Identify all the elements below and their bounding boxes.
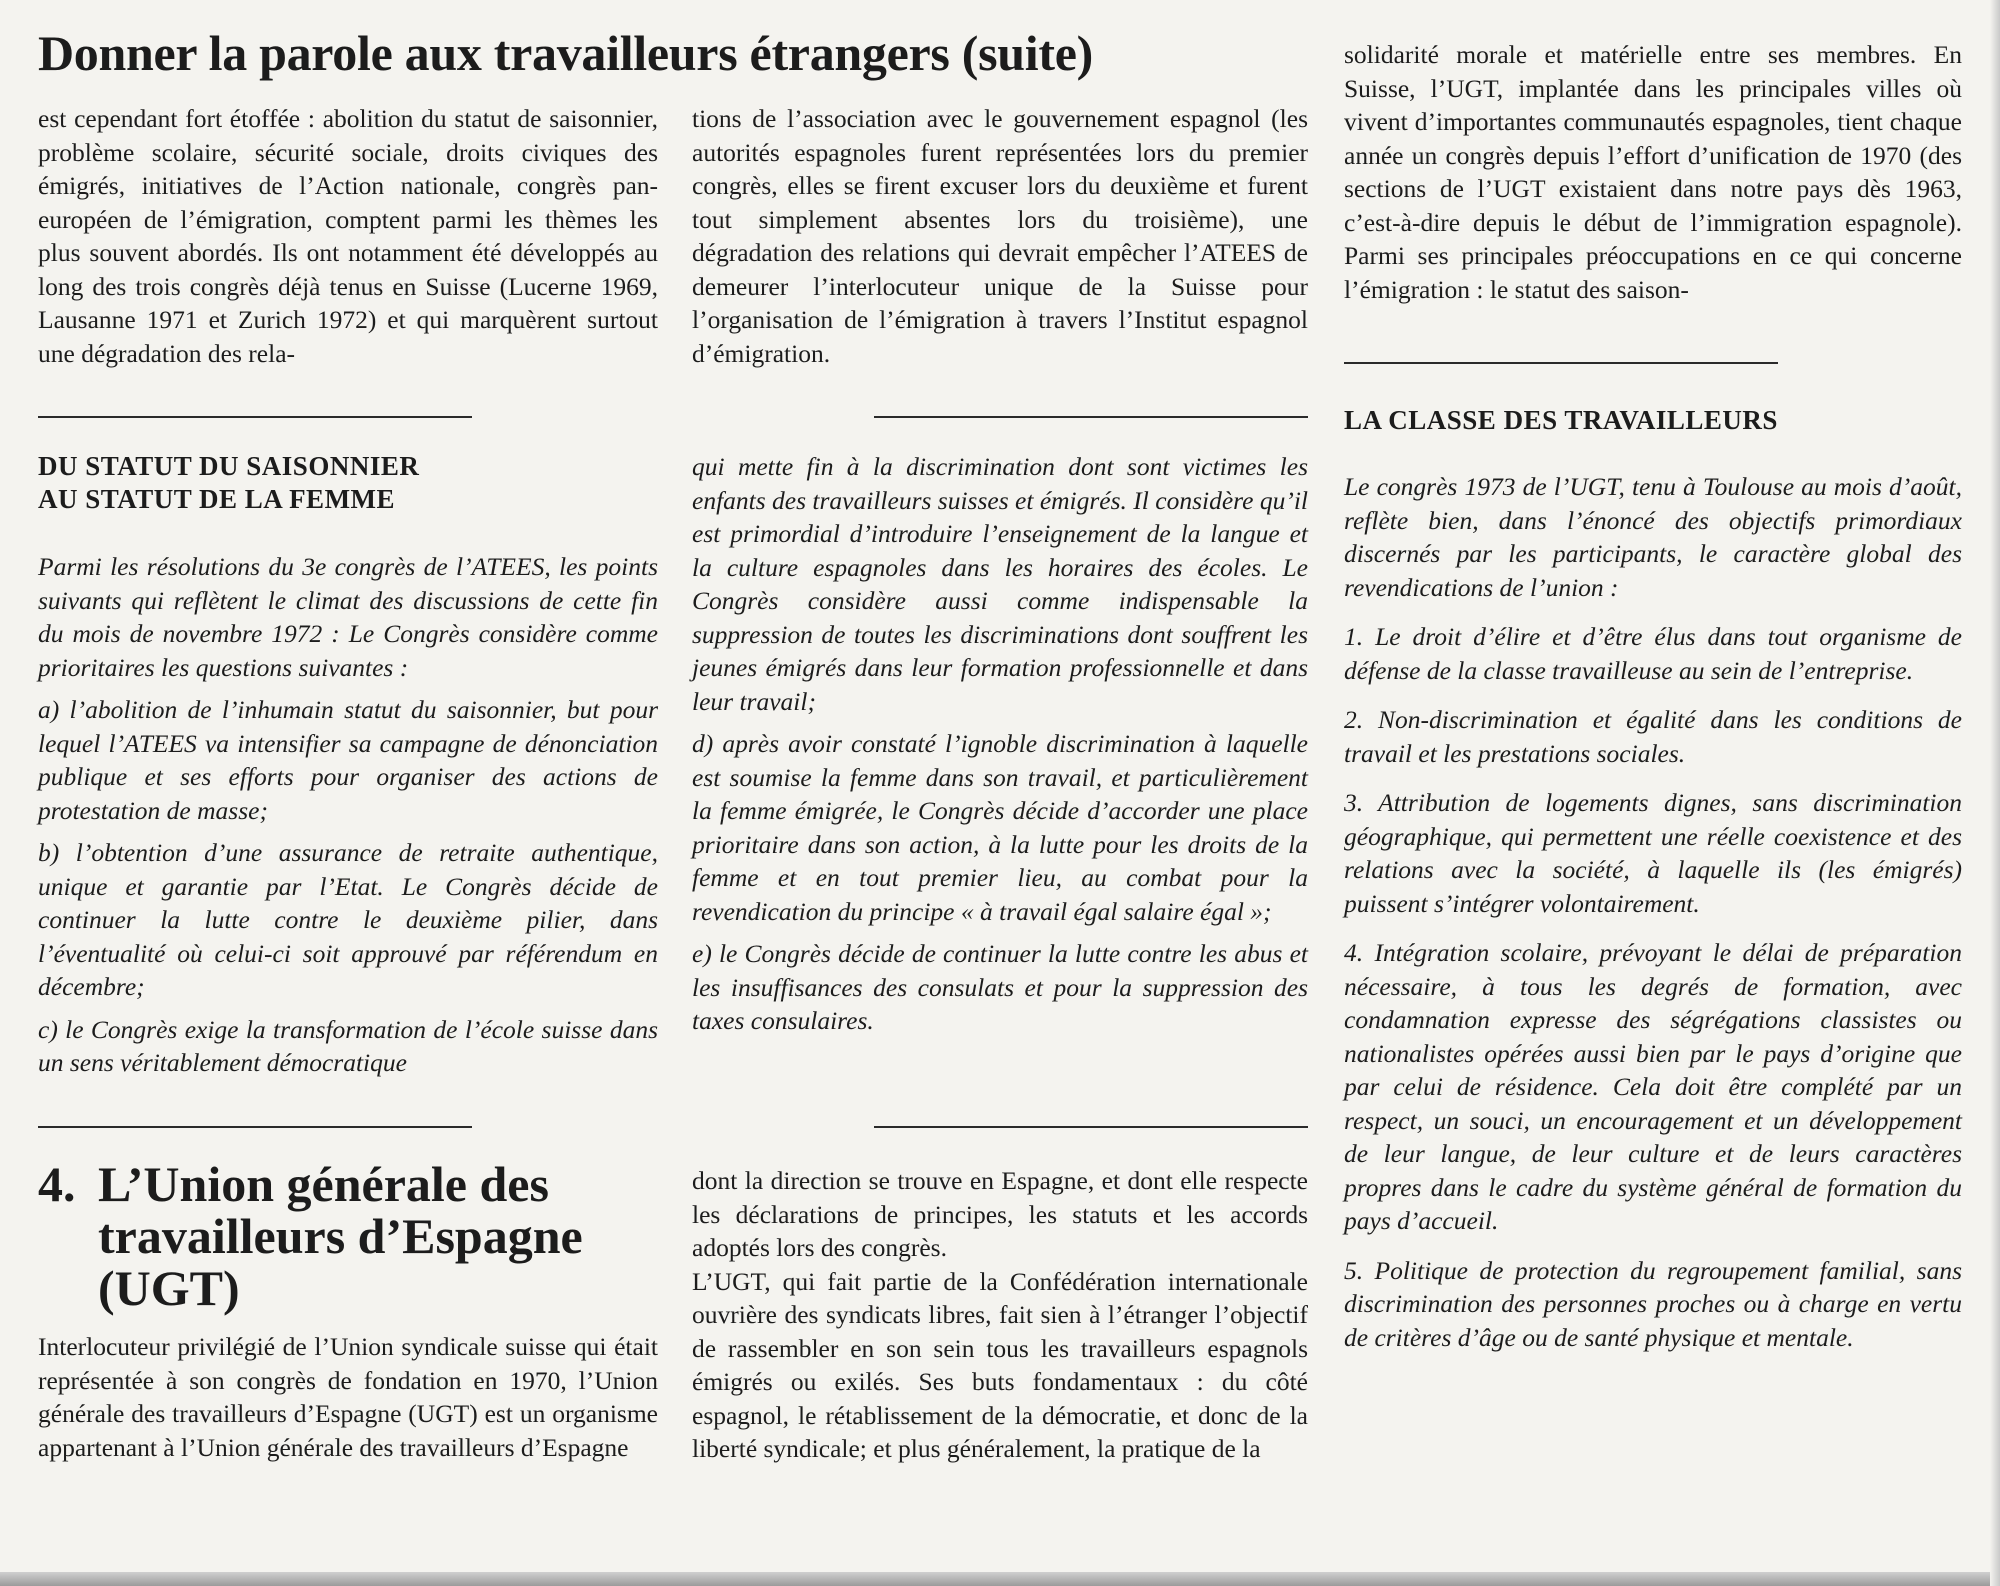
resolution-item: qui mette fin à la discrimination dont sont victimes les enfants des travailleurs suisses et émigrés. Il considère qu’il est primordial d’introduire l’enseignement de la langue et la culture espagnoles dans les horaires des écoles. Le Congrès considère aussi comme indispensable la suppression de toutes les discriminations dont souffrent les jeunes émigrés dans leur formation professionnelle et dans leur travail; bbox=[692, 452, 1308, 716]
heading-line: DU STATUT DU SAISONNIER bbox=[38, 451, 420, 481]
section-heading bbox=[38, 450, 419, 516]
divider-rule bbox=[1344, 362, 1778, 364]
top-column-1 bbox=[38, 102, 658, 370]
paragraph: est cependant fort étoffée : abolition du statut de saisonnier, problème scolaire, sécurité sociale, droits civiques des émigrés, initiatives de l’Action nationale, congrès pan-européen de l’émigration, comptent parmi les thèmes les plus souvent abordés. Ils ont notamment été développés au long des trois congrès déjà tenus en Suisse (Lucerne 1969, Lausanne 1971 et Zurich 1972) et qui marquèrent surtout une dégradation des rela- bbox=[38, 104, 658, 368]
resolution-item: e) le Congrès décide de continuer la lutte contre les abus et les insuffisances des consulats et pour la suppression des taxes consulaires. bbox=[692, 939, 1308, 1035]
divider-rule bbox=[38, 1126, 472, 1128]
union-goals-column bbox=[1344, 470, 1962, 1354]
paragraph: Interlocuteur privilégié de l’Union syndicale suisse qui était représentée à son congrès de fondation en 1970, l’Union générale des travailleurs d’Espagne (UGT) est un organisme appartenant à l’Union générale des travailleurs d’Espagne bbox=[38, 1332, 658, 1462]
top-column-3 bbox=[1344, 38, 1962, 306]
paragraph: Le congrès 1973 de l’UGT, tenu à Toulouse au mois d’août, reflète bien, dans l’énoncé des objectifs primordiaux discernés par les participants, le caractère global des revendications de l’union : bbox=[1344, 472, 1962, 602]
divider-rule bbox=[38, 416, 472, 418]
resolution-item: a) l’abolition de l’inhumain statut du saisonnier, but pour lequel l’ATEES va intensifier sa campagne de dénonciation publique et ses efforts pour organiser des actions de protestation de masse; bbox=[38, 695, 658, 825]
chapter-number: 4. bbox=[38, 1156, 76, 1212]
goal-item: 4. Intégration scolaire, prévoyant le délai de préparation nécessaire, à tous les degrés de formation, avec condamnation expresse des ségrégations classistes ou nationalistes opérées aussi bien par le pays d’origine que par celui de résidence. Cela doit être complété par un respect, un souci, un encouragement et un développement de leur langue, de leur culture et de leurs caractères propres dans le cadre du système général de formation du pays d’accueil. bbox=[1344, 938, 1962, 1235]
goal-item: 3. Attribution de logements dignes, sans discrimination géographique, qui permettent une réelle coexistence et des relations avec la société, à laquelle ils (les émigrés) puissent s’intégrer volontairement. bbox=[1344, 788, 1962, 918]
resolutions-column-2 bbox=[692, 450, 1308, 1038]
resolution-item: b) l’obtention d’une assurance de retraite authentique, unique et garantie par l’Etat. Le Congrès décide de continuer la lutte contre le deuxième pilier, dans l’éventualité où celui-ci soit approuvé par référendum en décembre; bbox=[38, 838, 658, 1001]
resolution-item: d) après avoir constaté l’ignoble discrimination à laquelle est soumise la femme dans son travail, et particulièrement la femme émigrée, le Congrès décide d’accorder une place prioritaire dans son action, à la lutte pour les droits de la femme et en tout premier lieu, au combat pour la revendication du principe « à travail égal salaire égal »; bbox=[692, 729, 1308, 926]
paragraph: L’UGT, qui fait partie de la Confédération internationale ouvrière des syndicats libres, fait sien à l’étranger l’objectif de rassembler en son sein tous les travailleurs espagnols émigrés ou exilés. Ses buts fondamentaux : du côté espagnol, le rétablissement de la démocratie, et donc de la liberté syndicale; et plus généralement, la pratique de la bbox=[692, 1266, 1308, 1463]
scan-edge bbox=[0, 1572, 2000, 1586]
ugt-column-1 bbox=[38, 1330, 658, 1464]
section-heading: LA CLASSE DES TRAVAILLEURS bbox=[1344, 405, 1778, 435]
paragraph: Parmi les résolutions du 3e congrès de l’ATEES, les points suivants qui reflètent le climat des discussions de cette fin du mois de novembre 1972 : Le Congrès considère comme prioritaires les questions suivantes : bbox=[38, 552, 658, 682]
page-title: Donner la parole aux travailleurs étrangers (suite) bbox=[38, 25, 1093, 81]
paragraph: solidarité morale et matérielle entre ses membres. En Suisse, l’UGT, implantée dans les principales villes où vivent d’importantes communautés espagnoles, tient chaque année un congrès depuis l’effort d’unification de 1970 (des sections de l’UGT existaient dans notre pays dès 1963, c’est-à-dire depuis le début de l’immigration espagnole). Parmi ses principales préoccupations en ce qui concerne l’émigration : le statut des saison- bbox=[1344, 40, 1962, 304]
goal-item: 5. Politique de protection du regroupement familial, sans discrimination des personnes proches ou à charge en vertu de critères d’âge ou de santé physique et mentale. bbox=[1344, 1255, 1962, 1352]
ugt-column-2 bbox=[692, 1164, 1308, 1466]
scan-edge bbox=[1990, 0, 2000, 1586]
resolutions-column-1 bbox=[38, 550, 658, 1080]
divider-rule bbox=[874, 416, 1308, 418]
paragraph: tions de l’association avec le gouvernement espagnol (les autorités espagnoles furent représentées lors du premier congrès, elles se firent excuser lors du deuxième et furent tout simplement absentes lors du troisième), une dégradation des relations qui devrait empêcher l’ATEES de demeurer l’interlocuteur unique de la Suisse pour l’organisation de l’émigration à travers l’Institut espagnol d’émigration. bbox=[692, 104, 1308, 368]
goal-item: 1. Le droit d’élire et d’être élus dans tout organisme de défense de la classe travailleuse au sein de l’entreprise. bbox=[1344, 622, 1962, 685]
divider-rule bbox=[874, 1126, 1308, 1128]
heading-line: AU STATUT DE LA FEMME bbox=[38, 484, 396, 514]
resolution-item: c) le Congrès exige la transformation de l’école suisse dans un sens véritablement démocratique bbox=[38, 1014, 658, 1077]
top-column-2 bbox=[692, 102, 1308, 370]
goal-item: 2. Non-discrimination et égalité dans les conditions de travail et les prestations sociales. bbox=[1344, 705, 1962, 768]
chapter-title: L’Union générale des travailleurs d’Espagne (UGT) bbox=[98, 1156, 583, 1316]
paragraph: dont la direction se trouve en Espagne, et dont elle respecte les déclarations de principes, les statuts et les accords adoptés lors des congrès. bbox=[692, 1166, 1308, 1262]
